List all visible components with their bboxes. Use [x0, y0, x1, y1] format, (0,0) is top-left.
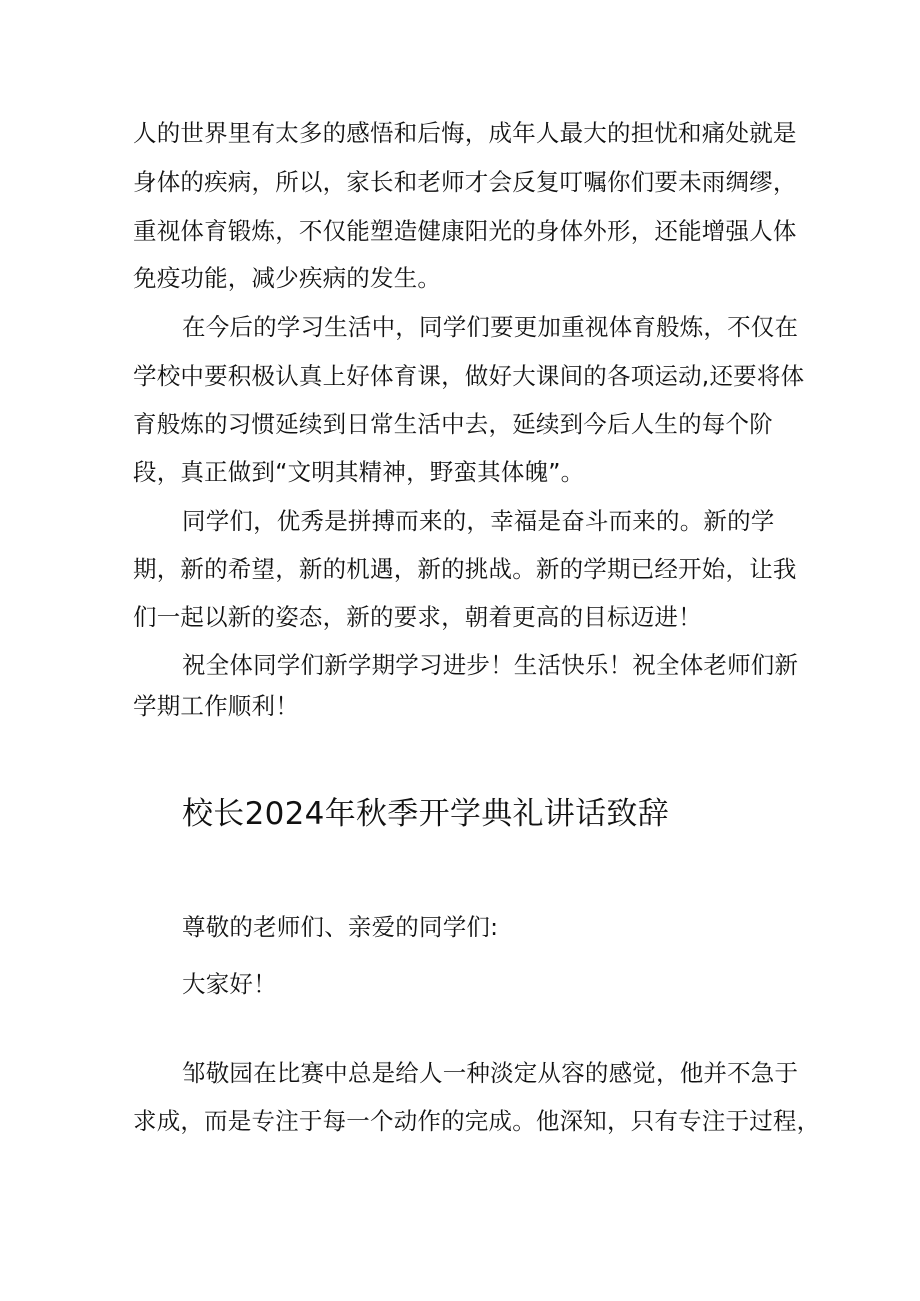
text-line: 祝全体同学们新学期学习进步！生活快乐！祝全体老师们新	[182, 651, 799, 679]
text-line: 邹敬园在比赛中总是给人一种淡定从容的感觉，他并不急于	[182, 1059, 799, 1087]
text-line: 期，新的希望，新的机遇，新的挑战。新的学期已经开始，让我	[133, 555, 797, 583]
text-line: 求成，而是专注于每一个动作的完成。他深知，只有专注于过程，	[133, 1107, 821, 1135]
text-line: 同学们，优秀是拼搏而来的，幸福是奋斗而来的。新的学	[182, 507, 775, 535]
section-title: 校长2024年秋季开学典礼讲话致辞	[182, 796, 669, 832]
greeting: 大家好！	[182, 970, 277, 998]
text-line: 育般炼的习惯延续到日常生活中去，延续到今后人生的每个阶	[133, 410, 773, 438]
salutation: 尊敬的老师们、亲爱的同学们:	[182, 913, 499, 941]
text-line: 身体的疾病，所以，家长和老师才会反复叮嘱你们要未雨绸缪，	[133, 168, 797, 196]
text-line: 在今后的学习生活中，同学们要更加重视体育般炼，不仅在	[182, 313, 799, 341]
text-line: 重视体育锻炼，不仅能塑造健康阳光的身体外形，还能增强人体	[133, 217, 797, 245]
text-line: 学校中要积极认真上好体育课，做好大课间的各项运动,还要将体	[133, 362, 805, 390]
text-line: 人的世界里有太多的感悟和后悔，成年人最大的担忧和痛处就是	[133, 119, 797, 147]
text-line: 段，真正做到“文明其精神，野蛮其体魄”。	[133, 458, 585, 486]
text-line: 们一起以新的姿态，新的要求，朝着更高的目标迈进！	[133, 603, 702, 631]
text-line: 免疫功能，减少疾病的发生。	[133, 264, 442, 292]
text-line: 学期工作顺利！	[133, 692, 299, 720]
